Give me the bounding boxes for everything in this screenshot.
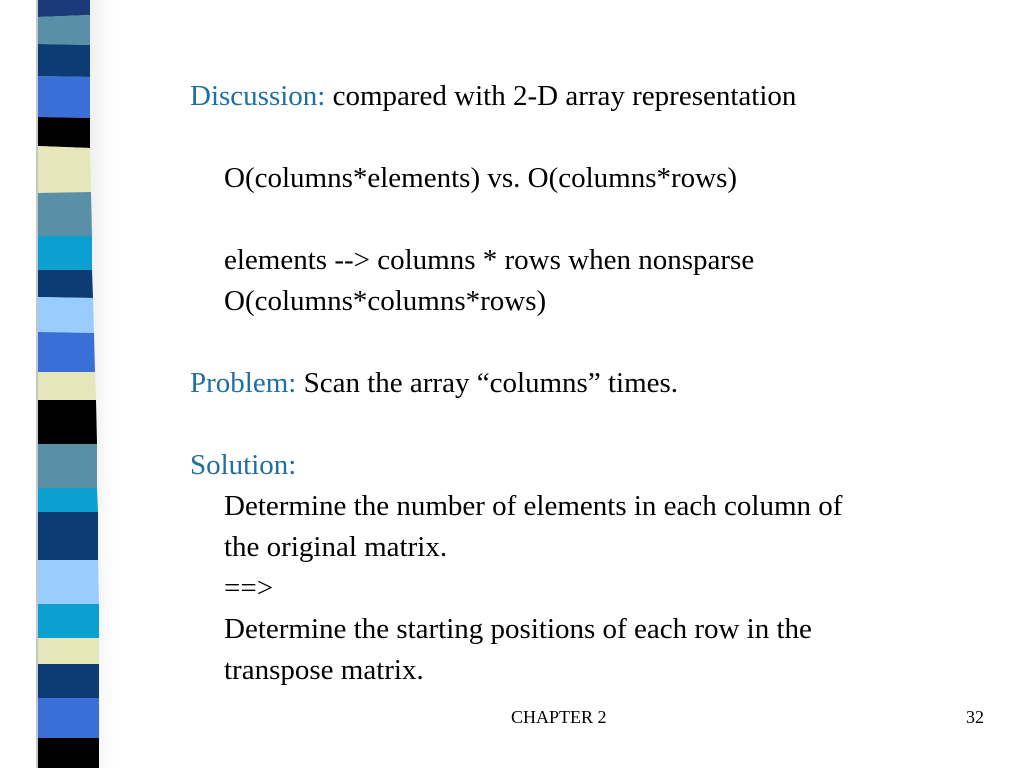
slide-body	[190, 76, 990, 691]
decorative-color-strip	[0, 0, 110, 768]
strip-band	[38, 297, 94, 333]
solution-line-3: Determine the starting positions of each row in the	[224, 613, 812, 645]
discussion-text: compared with 2-D array representation	[325, 80, 797, 112]
strip-band	[38, 512, 98, 560]
strip-band	[38, 192, 92, 236]
solution-line-1: Determine the number of elements in each column of	[224, 490, 843, 522]
strip-band	[38, 604, 99, 638]
nonsparse-complexity: O(columns*columns*rows)	[224, 285, 547, 317]
problem-label: Problem:	[190, 367, 297, 399]
strip-band	[38, 738, 99, 768]
spacer	[190, 199, 990, 240]
solution-line-2: the original matrix.	[224, 531, 448, 563]
footer-chapter: CHAPTER 2	[511, 707, 607, 727]
discussion-paragraph	[190, 76, 990, 117]
problem-text: Scan the array “columns” times.	[296, 367, 679, 399]
strip-band	[38, 698, 99, 738]
strip-band	[38, 270, 93, 298]
nonsparse-statement: elements --> columns * rows when nonsparse	[224, 244, 755, 276]
discussion-label: Discussion:	[190, 80, 326, 112]
strip-band	[38, 117, 90, 148]
strip-band	[38, 444, 97, 488]
slide-number: 32	[966, 707, 984, 727]
strip-band	[38, 400, 97, 444]
strip-band	[38, 76, 90, 118]
spacer	[190, 404, 990, 445]
solution-arrow: ==>	[224, 572, 274, 604]
strip-band	[38, 44, 90, 77]
solution-label: Solution:	[190, 449, 297, 481]
complexity-comparison: O(columns*elements) vs. O(columns*rows)	[224, 162, 738, 194]
solution-line-4: transpose matrix.	[224, 654, 424, 686]
strip-band	[38, 236, 92, 270]
strip-band	[38, 0, 90, 17]
strip-band	[38, 560, 99, 604]
strip-band	[38, 15, 90, 45]
strip-band	[38, 638, 99, 664]
strip-band	[38, 332, 95, 372]
strip-band	[38, 488, 98, 512]
strip-band	[38, 372, 96, 400]
problem-paragraph	[190, 363, 990, 404]
spacer	[190, 117, 990, 158]
strip-band	[38, 146, 91, 193]
strip-band	[38, 664, 99, 698]
spacer	[190, 322, 990, 363]
